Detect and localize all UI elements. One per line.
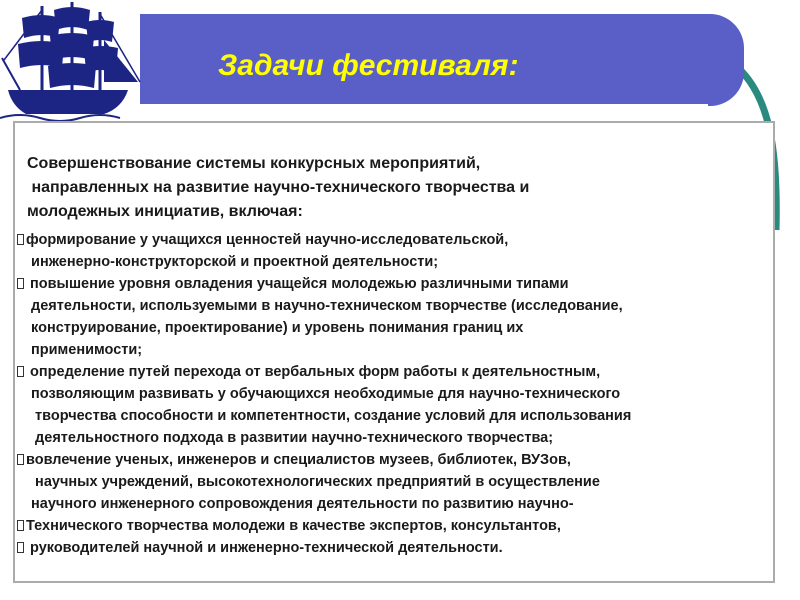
list-item-text: позволяющим развивать у обучающихся необходимые для научно-технического: [27, 386, 621, 402]
intro-line: направленных на развитие научно-технического творчества и: [27, 179, 530, 196]
square-bullet-icon: [17, 542, 24, 553]
list-item-text: инженерно-конструкторской и проектной деятельности;: [27, 254, 439, 270]
sailing-ship-icon: [0, 0, 145, 125]
list-item-text: определение путей перехода от вербальных форм работы к деятельностным,: [26, 364, 601, 380]
content-box: [13, 121, 775, 583]
list-item-text: научных учреждений, высокотехнологических предприятий в осуществление: [27, 474, 600, 490]
list-item-text: руководителей научной и инженерно-технической деятельности.: [26, 540, 503, 556]
list-item-text: творчества способности и компетентности, создание условий для использования: [27, 408, 632, 424]
list-item-text: научного инженерного сопровождения деятельности по развитию научно-: [27, 496, 574, 512]
square-bullet-icon: [17, 366, 24, 377]
title-underline: [140, 104, 708, 107]
intro-paragraph: [27, 152, 529, 224]
list-item-text: деятельностного подхода в развитии научно-технического творчества;: [27, 430, 554, 446]
square-bullet-icon: [17, 234, 24, 245]
intro-line: молодежных инициатив, включая:: [27, 203, 303, 220]
list-item-text: вовлечение ученых, инженеров и специалистов музеев, библиотек, ВУЗов,: [26, 452, 571, 468]
list-item-text: повышение уровня овладения учащейся молодежью различными типами: [26, 276, 569, 292]
list-item-text: конструирование, проектирование) и уровень понимания границ их: [27, 320, 524, 336]
list-item-text: применимости;: [27, 342, 143, 358]
square-bullet-icon: [17, 520, 24, 531]
square-bullet-icon: [17, 454, 24, 465]
title-bar: [140, 14, 744, 106]
square-bullet-icon: [17, 278, 24, 289]
page-title: Задачи фестиваля:: [218, 49, 519, 82]
intro-line: Совершенствование системы конкурсных мероприятий,: [27, 155, 481, 172]
list-item-text: формирование у учащихся ценностей научно-исследовательской,: [26, 232, 509, 248]
list-item-text: Технического творчества молодежи в качестве экспертов, консультантов,: [26, 518, 561, 534]
list-item-text: деятельности, используемыми в научно-техническом творчестве (исследование,: [27, 298, 623, 314]
